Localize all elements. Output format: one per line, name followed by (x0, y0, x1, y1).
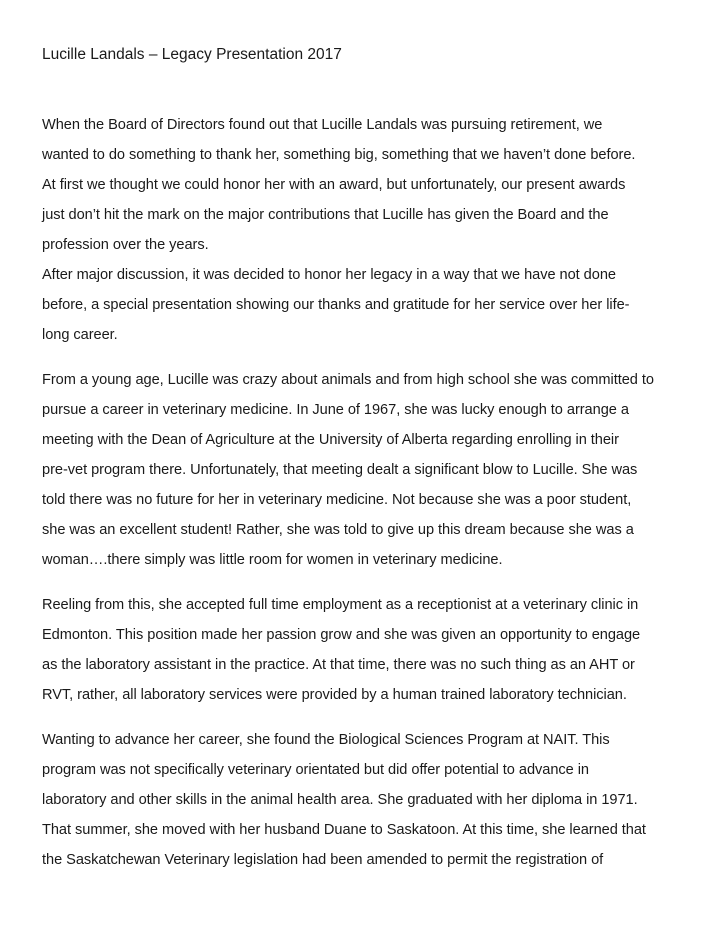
text-line: woman….there simply was little room for women in veterinary medicine. (42, 552, 503, 568)
text-line: Edmonton. This position made her passion grow and she was given an opportunity to engage (42, 627, 641, 643)
text-line: Reeling from this, she accepted full time employment as a receptionist at a veterinary clinic in (42, 597, 639, 613)
text-line: RVT, rather, all laboratory services were provided by a human trained laboratory technician. (42, 687, 627, 703)
text-line: told there was no future for her in veterinary medicine. Not because she was a poor student, (42, 492, 632, 508)
document-title: Lucille Landals – Legacy Presentation 2017 (42, 46, 342, 63)
paragraph-early-life (42, 365, 682, 575)
text-line: At first we thought we could honor her with an award, but unfortunately, our present awards (42, 177, 626, 193)
text-line: That summer, she moved with her husband Duane to Saskatoon. At this time, she learned that (42, 822, 646, 838)
text-line: long career. (42, 327, 118, 343)
text-line: as the laboratory assistant in the practice. At that time, there was no such thing as an AHT or (42, 657, 635, 673)
text-line: before, a special presentation showing our thanks and gratitude for her service over her life- (42, 297, 630, 313)
text-line: profession over the years. (42, 237, 209, 253)
text-line: program was not specifically veterinary orientated but did offer potential to advance in (42, 762, 589, 778)
text-line: pre-vet program there. Unfortunately, that meeting dealt a significant blow to Lucille. She was (42, 462, 638, 478)
text-line: just don’t hit the mark on the major contributions that Lucille has given the Board and the (42, 207, 609, 223)
text-line: meeting with the Dean of Agriculture at the University of Alberta regarding enrolling in their (42, 432, 619, 448)
paragraph-nait-saskatoon (42, 725, 682, 875)
text-line: From a young age, Lucille was crazy about animals and from high school she was committed to (42, 372, 654, 388)
paragraph-edmonton-clinic (42, 590, 682, 710)
text-line: the Saskatchewan Veterinary legislation had been amended to permit the registration of (42, 852, 604, 868)
text-line: pursue a career in veterinary medicine. In June of 1967, she was lucky enough to arrange a (42, 402, 629, 418)
text-line: she was an excellent student! Rather, she was told to give up this dream because she was a (42, 522, 634, 538)
text-line: After major discussion, it was decided to honor her legacy in a way that we have not done (42, 267, 616, 283)
paragraph-legacy-honor (42, 260, 682, 350)
document-body (42, 110, 682, 890)
text-line: wanted to do something to thank her, something big, something that we haven’t done before. (42, 147, 636, 163)
text-line: laboratory and other skills in the animal health area. She graduated with her diploma in 1971. (42, 792, 638, 808)
text-line: When the Board of Directors found out that Lucille Landals was pursuing retirement, we (42, 117, 603, 133)
paragraph-board-decision (42, 110, 682, 260)
text-line: Wanting to advance her career, she found the Biological Sciences Program at NAIT. This (42, 732, 610, 748)
